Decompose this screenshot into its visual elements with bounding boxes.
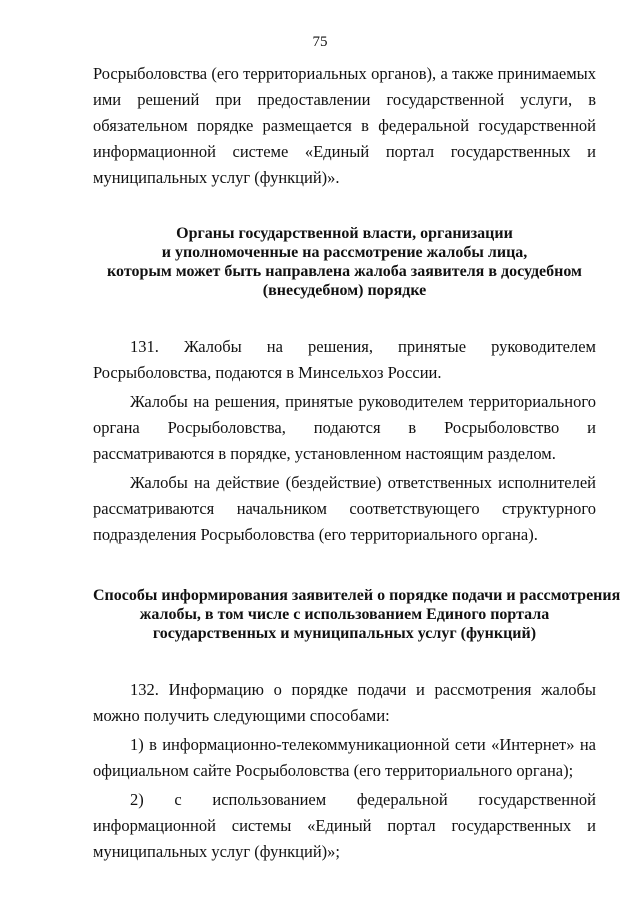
heading-line: Органы государственной власти, организации	[176, 225, 513, 242]
paragraph-131-executors: Жалобы на действие (бездействие) ответственных исполнителей рассматриваются начальником соответствующего структурного подразделения Росрыболовства (его территориального органа).	[93, 473, 596, 544]
heading-line: Способы информирования заявителей о порядке подачи и рассмотрения	[93, 587, 621, 604]
paragraph-intro: Росрыболовства (его территориальных органов), а также принимаемых ими решений при предоставлении государственной услуги, в обязательном порядке размещается в федеральной государственной информационной системе «Единый портал государственных и муниципальных услуг (функций)».	[93, 64, 596, 187]
paragraph-131-territorial: Жалобы на решения, принятые руководителем территориального органа Росрыболовства, подаются в Росрыболовство и рассматриваются в порядке, установленном настоящим разделом.	[93, 392, 596, 463]
section-heading-appeal-bodies	[93, 224, 596, 300]
heading-line: и уполномоченные на рассмотрение жалобы лица,	[161, 244, 528, 261]
page-content	[93, 61, 621, 865]
heading-line: государственных и муниципальных услуг (функций)	[152, 625, 537, 642]
paragraph-132: 132. Информацию о порядке подачи и рассмотрения жалобы можно получить следующими способами:	[93, 680, 596, 725]
heading-line: которым может быть направлена жалоба заявителя в досудебном	[107, 263, 582, 280]
paragraph-131: 131. Жалобы на решения, принятые руководителем Росрыболовства, подаются в Минсельхоз России.	[93, 337, 596, 382]
section-heading-informing	[93, 586, 621, 643]
heading-line: (внесудебном) порядке	[262, 282, 427, 299]
heading-line: жалобы, в том числе с использованием Единого портала	[139, 606, 550, 623]
paragraph-132-item-1: 1) в информационно-телекоммуникационной сети «Интернет» на официальном сайте Росрыболовства (его территориального органа);	[93, 735, 596, 780]
page-number: 75	[312, 34, 328, 50]
paragraph-132-item-2: 2) с использованием федеральной государственной информационной системы «Единый портал государственных и муниципальных услуг (функций)»;	[93, 790, 596, 861]
